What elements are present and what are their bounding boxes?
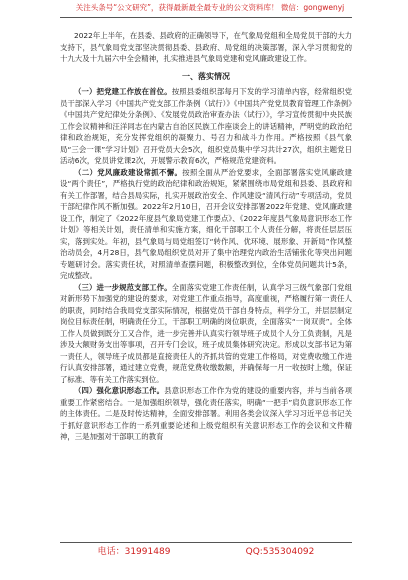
item-heading: （四）强化意识形态工作。 [74,386,165,395]
item-paragraph-3 [60,282,352,386]
item-text: 县意识形态工作作为党的建设的重要内容，并与当前各项重要工作紧密结合。一是加强组织领导，强化责任落实，明确“一把手”肩负意识形态工作的主体责任。二是及时传达精神，全面安排部署。利用各类会议深入学习习近平总书记关于抓好意识形态工作的一系列重要论述和上级党组织有关意识形态工作的会议和文件精神，三是加强对干部职工的教育 [60,386,352,441]
footer [60,546,352,558]
document-body [60,30,352,443]
intro-paragraph: 2022年上半年，在县委、县政府的正确领导下，在气象局党组和全局党员干部的大力支持下，县气象局党支部坚决贯彻县委、县政府、局党组的决策部署，深入学习贯彻党的十九大及十九届六中全会精神，扎实推进县气象局党建和党风廉政建设工作。 [60,31,352,63]
footer-phone: 电话：31991489 [97,547,171,557]
header-divider [60,17,352,18]
item-paragraph-2 [60,167,352,282]
section-heading: 一、落实情况 [182,71,230,81]
footer-divider [60,542,352,543]
footer-qq: QQ:535304092 [245,547,315,557]
header-banner: 关注头条号“公文研究”，获得最新最全最专业的公文资料库！ 微信：gongwenyj [75,3,345,12]
item-heading: （三）进一步规范支部工作。 [74,282,172,292]
item-paragraph-1 [60,86,352,167]
item-heading: （二）党风廉政建设常抓不懈。 [74,167,183,177]
item-text: 按照全面从严治党要求，全面部署落实党风廉政建设“两个责任”，严格执行党的政治纪律和政治规矩，紧紧围绕市局党组和县委、县政府和有关工作部署，结合县局实际，扎实开展政治安全、作风建设“清风行动”专项活动，党员干部纪律作风不断加强。2022年2月10日，召开会议安排部署2022年党建、党风廉政建设工作，制定了《2022年度县气象局党建工作要点》、《2022年度县气象局意识形态工作计划》等相关计划，责任清单和实施方案，细化干部职工个人责任分解，将责任层层压实，落到实处。年初，县气象局与局党组签订“转作风、优环境、展形象、开新局”作风整治动员会，4月28日，县气象局组织党员对开了集中治理党内政治生活铺张化等突出问题专题研讨会。落实责任状，对照清单查摆问题，积极整改到位，全体党员问题共计5条，完成整改。 [60,167,352,280]
item-text: 按照县委组织部每月下发的学习清单内容，经常组织党员干部深入学习《中国共产党支部工作条例（试行）》《中国共产党党员教育管理工作条例》《中国共产党纪律处分条例》、《发展党员政治审查办法（试行）》，学习宣传贯彻中央民族工作会议精神和汪洋同志在内蒙古自治区民族工作座谈会上的讲话精神，严明党的政治纪律和政治规矩，充分发挥党组织的凝聚力、号召力和战斗力作用。严格按照《县气象局“三会一课”学习计划》召开党员大会5次，组织党员集中学习共计27次，组织主题党日活动6次，党员讲党课2次，开展警示教育6次，严格规范党建资料。 [60,87,352,165]
item-paragraph-4 [60,385,352,443]
item-text: 全面落实党建工作责任制，认真学习三级气象部门党组对新形势下加强党的建设的要求，对党建工作重点指导，高度重视，严格履行第一责任人的职责，同时结合我局党支部实际情况，根据党员干部自身特点，科学分工，并层层制定岗位目标责任制，明确责任分工，干部职工明确的岗位职责，全面落实“一岗双责”。全体工作人员做到既分工又合作，进一步完善并认真实行领导班子成员个人分工负责制，凡是涉及大额财务支出等事项，召开专门会议，班子成员集体研究决定。形成以支部书记为第一责任人，领导班子成员都是直接责任人的齐抓共管的党建工作格局，对党费收缴工作进行认真安排部署，通过建立党费，规范党费收缴数额，并确保每一月一收按时上缴，保证了标准、等有关工作落实到位。 [60,282,352,384]
item-heading: （一）把党建工作放在首位。 [74,87,172,96]
